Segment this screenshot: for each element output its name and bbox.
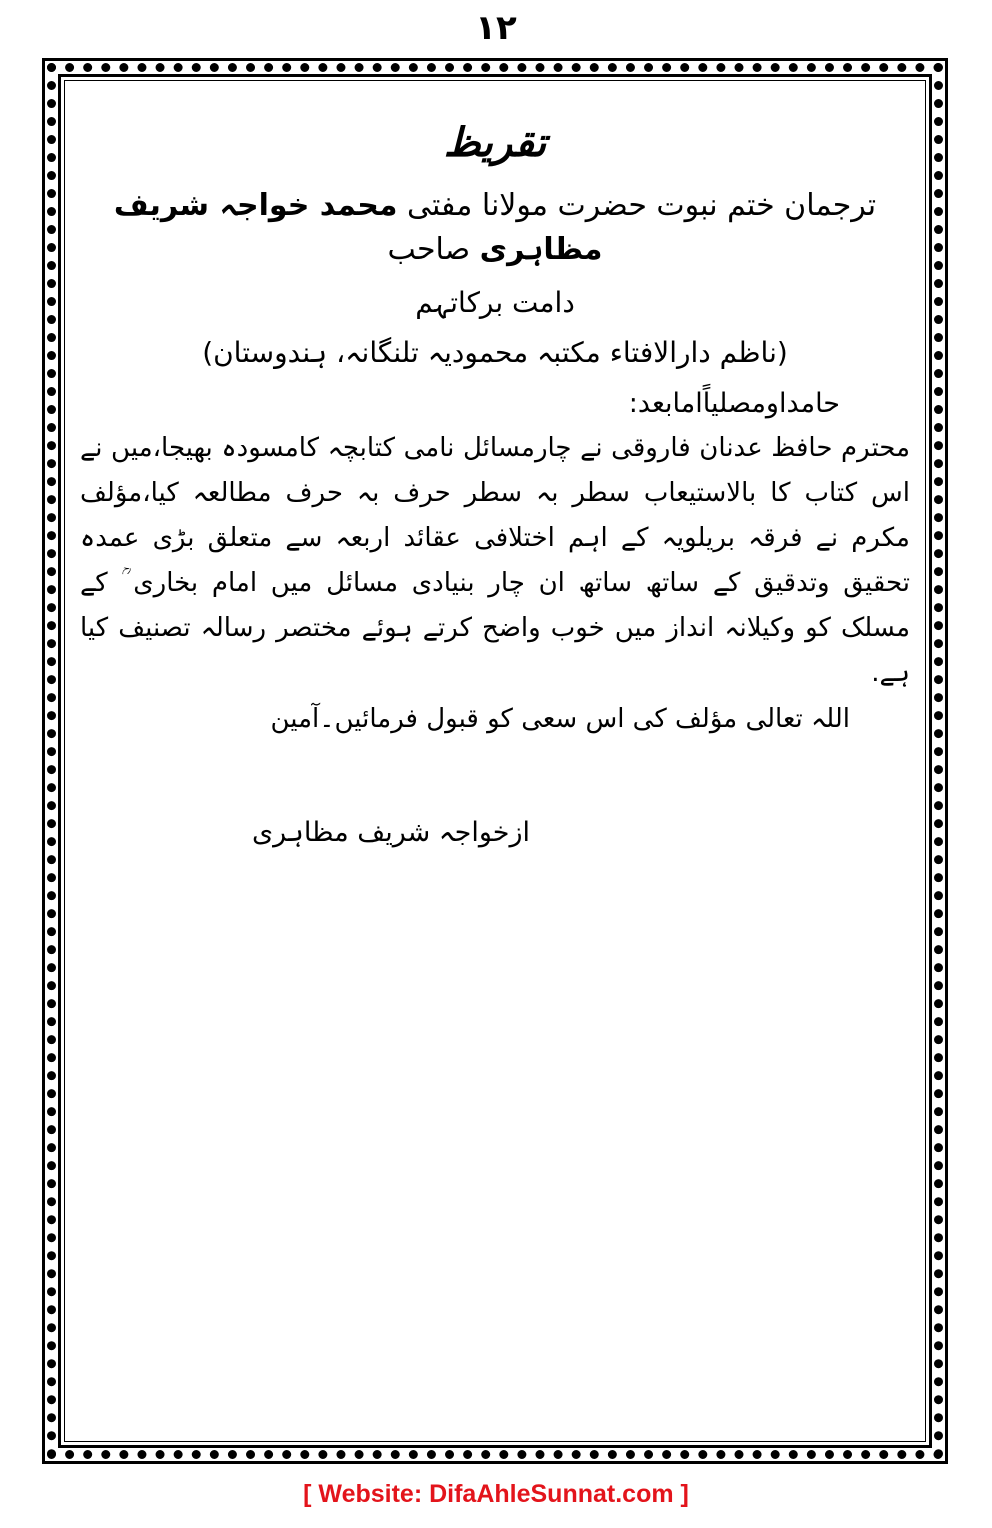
page-title: تقریظ bbox=[443, 120, 547, 166]
body-paragraph: محترم حافظ عدنان فاروقی نے چارمسائل نامی کتابچہ کامسودہ بھیجا،میں نے اس کتاب کا بالاستیعاب سطر بہ سطر حرف بہ حرف مطالعہ کیا،مؤلف مکرم نے فرقہ بریلویہ کے اہم اختلافی عقائد اربعہ سے متعلق بڑی عمدہ تحقیق وتدقیق کے ساتھ ساتھ ان چار بنیادی مسائل میں امام بخاری ؒ کے مسلک کو وکیلانہ انداز میں خوب واضح کرتے ہوئے مختصر رسالہ تصنیف کیا ہے. bbox=[80, 433, 910, 688]
blessing-text: دامت برکاتہم bbox=[415, 286, 575, 319]
closing-prayer: اللہ تعالی مؤلف کی اس سعی کو قبول فرمائیں۔آمین bbox=[270, 704, 850, 734]
signature: ازخواجہ شریف مظاہری bbox=[251, 817, 530, 848]
page-content bbox=[80, 100, 910, 854]
website-link[interactable]: [ Website: DifaAhleSunnat.com ] bbox=[303, 1480, 689, 1508]
author-line bbox=[80, 184, 910, 272]
opening-salutation: حامداومصلیاًامابعد: bbox=[628, 388, 840, 419]
author-designation: (ناظم دارالافتاء مکتبہ محمودیہ تلنگانہ، ہندوستان) bbox=[202, 336, 788, 369]
author-line-prefix: ترجمان ختم نبوت حضرت مولانا مفتی bbox=[397, 188, 877, 223]
author-name: محمد خواجہ شریف مظاہری bbox=[113, 188, 603, 267]
page-number: ۱۲ bbox=[475, 8, 517, 48]
author-line-suffix: صاحب bbox=[387, 232, 480, 267]
